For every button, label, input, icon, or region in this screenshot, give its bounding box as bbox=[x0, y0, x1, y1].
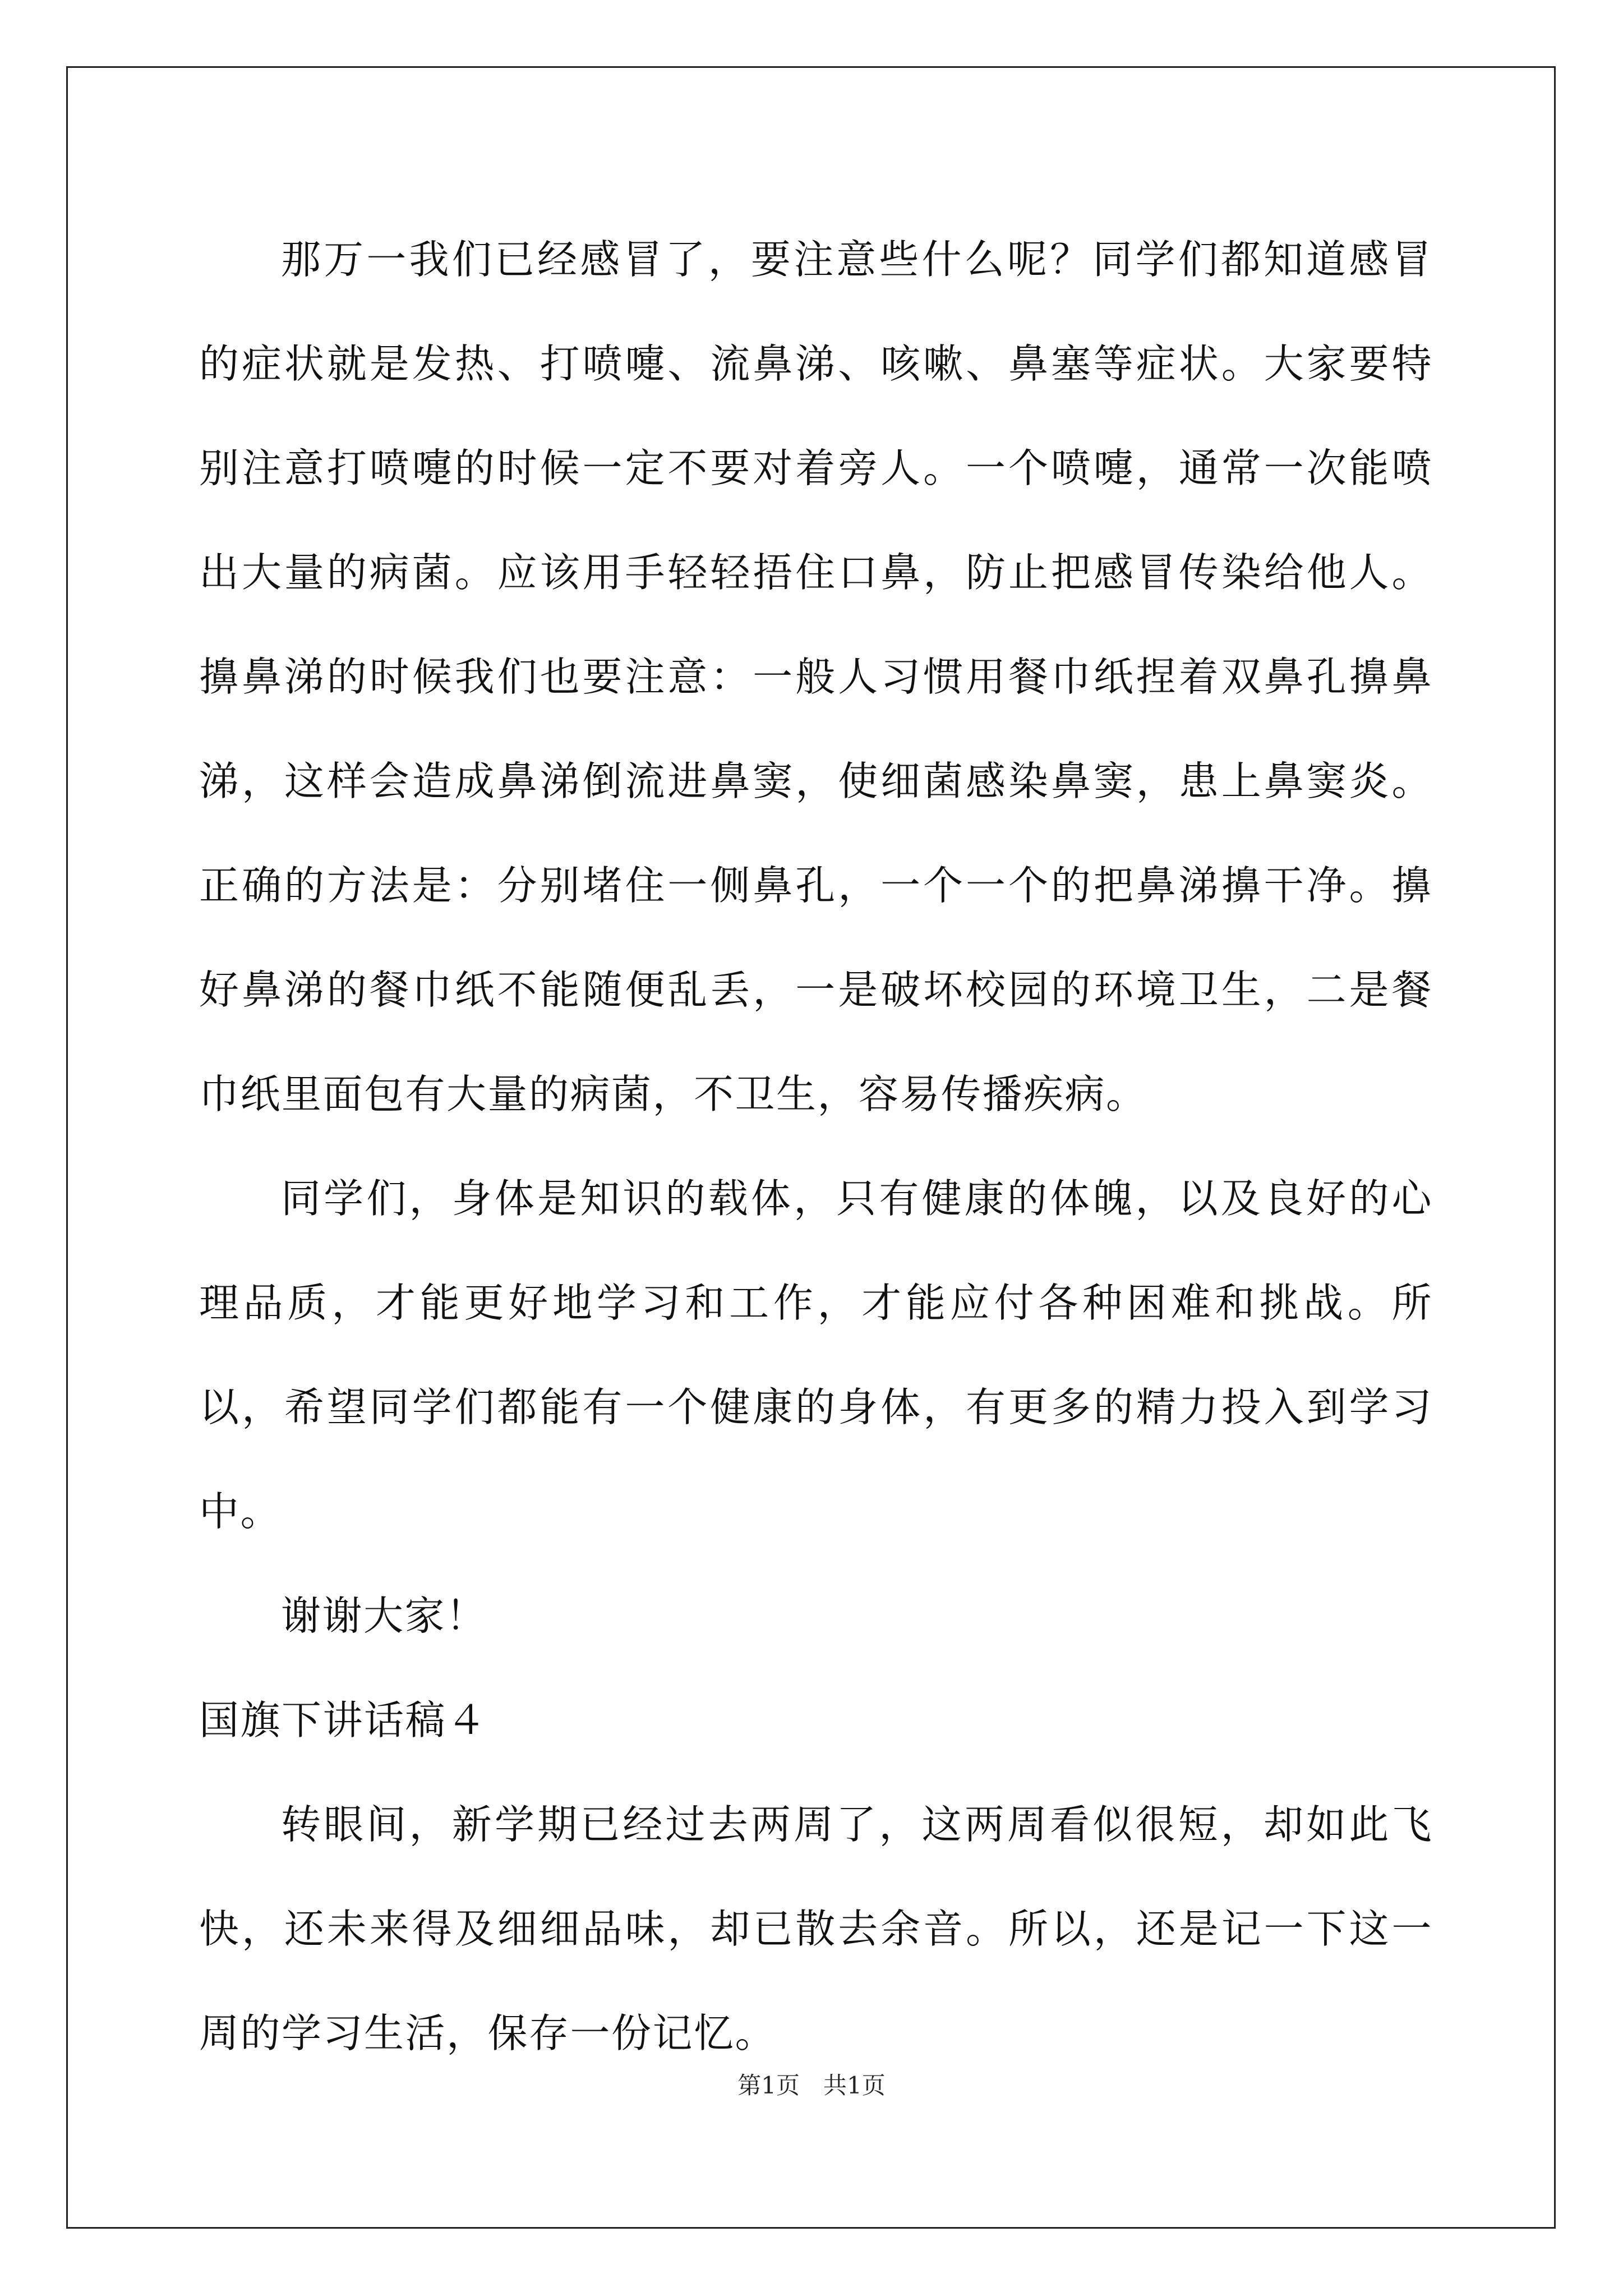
page-footer: 第1页 共1页 bbox=[737, 2072, 886, 2099]
paragraph-cold-advice: 那万一我们已经感冒了，要注意些什么呢？同学们都知道感冒的症状就是发热、打喷嚏、流鼻涕、咳嗽、鼻塞等症状。大家要特别注意打喷嚏的时候一定不要对着旁人。一个喷嚏，通常一次能喷出大量的病菌。应该用手轻轻捂住口鼻，防止把感冒传染给他人。擤鼻涕的时候我们也要注意：一般人习惯用餐巾纸捏着双鼻孔擤鼻涕，这样会造成鼻涕倒流进鼻窦，使细菌感染鼻窦，患上鼻窦炎。正确的方法是：分别堵住一侧鼻孔，一个一个的把鼻涕擤干净。擤好鼻涕的餐巾纸不能随便乱丢，一是破坏校园的环境卫生，二是餐巾纸里面包有大量的病菌，不卫生，容易传播疾病。 bbox=[199, 236, 1433, 1117]
document-body bbox=[199, 208, 1433, 2086]
section-heading: 国旗下讲话稿４ bbox=[199, 1697, 488, 1743]
paragraph-new-semester: 转眼间，新学期已经过去两周了，这两周看似很短，却如此飞快，还未来得及细细品味，却已散去余音。所以，还是记一下这一周的学习生活，保存一份记忆。 bbox=[199, 1801, 1433, 2056]
paragraph-health: 同学们，身体是知识的载体，只有健康的体魄，以及良好的心理品质，才能更好地学习和工作，才能应付各种困难和挑战。所以，希望同学们都能有一个健康的身体，有更多的精力投入到学习中。 bbox=[199, 1175, 1433, 1535]
paragraph-thanks: 谢谢大家！ bbox=[281, 1593, 487, 1639]
